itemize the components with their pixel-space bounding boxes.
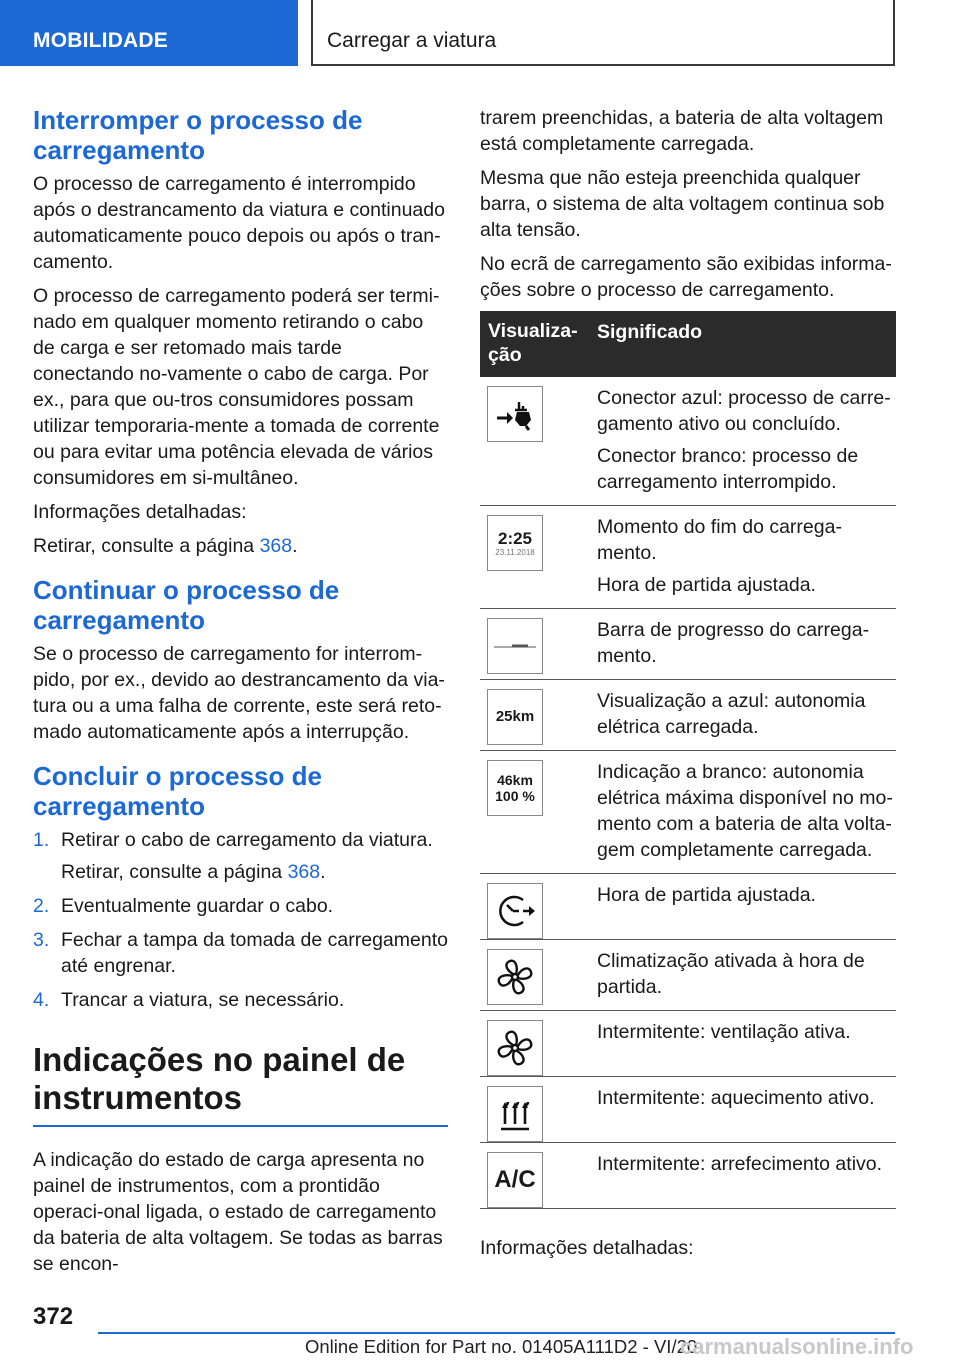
- departure-time-icon: [487, 883, 543, 939]
- step-list: [33, 827, 448, 1013]
- paragraph: O processo de carregamento poderá ser termi-nado em qualquer momento retirando o cabo de carga e ser retomado mais tarde conectando no-vamente o cabo de carga. Por ex., para que ou-tros consumidores possam utilizar temporaria-mente a tomada de corrente ou para evitar uma potência elevada de vários consumidores em si-multâneo.: [33, 285, 440, 489]
- step-text: Eventualmente guardar o cabo.: [61, 895, 334, 917]
- header-meaning: Significado: [597, 321, 703, 343]
- step-text: Fechar a tampa da tomada de carregamento até engrenar.: [61, 929, 448, 977]
- meaning-text: Hora de partida ajustada.: [597, 574, 816, 596]
- page-reference: Retirar, consulte a página 368.: [33, 535, 298, 557]
- step-number: 2.: [33, 895, 50, 917]
- watermark: carmanualsonline.info: [680, 1334, 914, 1359]
- clock-time-icon: 2:25 23.11.2018: [487, 515, 543, 571]
- list-item: [33, 927, 448, 979]
- paragraph: Informações detalhadas:: [33, 501, 247, 523]
- paragraph: A indicação do estado de carga apresenta no painel de instrumentos, com a prontidão operaci-onal ligada, o estado de carregamento da bateria de alta voltagem. Se todas as barras se encon-: [33, 1149, 443, 1275]
- meaning-text: Climatização ativada à hora de partida.: [597, 950, 865, 998]
- charging-connector-icon: [487, 386, 543, 442]
- list-item: [33, 893, 448, 919]
- right-column: [480, 105, 896, 1269]
- fan-icon: [487, 1020, 543, 1076]
- progress-bar-icon: [487, 618, 543, 674]
- max-range-icon: 46km 100 %: [487, 760, 543, 816]
- table-row: [480, 506, 896, 609]
- table-row: [480, 1143, 896, 1209]
- section-title-finish: Concluir o processo de carregamento: [33, 761, 322, 821]
- list-item: [33, 827, 448, 885]
- topic-header: [311, 0, 895, 66]
- meaning-text: Barra de progresso do carrega-mento.: [597, 619, 870, 667]
- meaning-text: Conector azul: processo de carre-gamento ativo ou concluído.: [597, 387, 891, 435]
- paragraph: No ecrã de carregamento são exibidas informa-ções sobre o processo de carregamento.: [480, 253, 892, 301]
- table-row: [480, 377, 896, 506]
- ac-icon: A/C: [487, 1152, 543, 1208]
- table-row: [480, 751, 896, 874]
- heating-icon: [487, 1086, 543, 1142]
- meaning-text: Intermitente: ventilação ativa.: [597, 1021, 851, 1043]
- section-title-interrupt: Interromper o processo de carregamento: [33, 105, 363, 165]
- table-row: [480, 940, 896, 1011]
- meaning-text: Conector branco: processo de carregamento interrompido.: [597, 445, 859, 493]
- page-link[interactable]: 368: [259, 535, 293, 557]
- range-icon: 25km: [487, 689, 543, 745]
- table-row: [480, 874, 896, 940]
- page-link[interactable]: 368: [287, 861, 321, 883]
- step-text: Trancar a viatura, se necessário.: [61, 989, 345, 1011]
- page-reference: Retirar, consulte a página 368.: [61, 861, 326, 883]
- step-number: 3.: [33, 929, 50, 951]
- list-item: [33, 987, 448, 1013]
- edition-note: Online Edition for Part no. 01405A111D2 - VI/20: [305, 1336, 698, 1357]
- meaning-text: Visualização a azul: autonomia elétrica carregada.: [597, 690, 866, 738]
- table-row: [480, 1011, 896, 1077]
- page-number: 372: [33, 1303, 74, 1330]
- chapter-title-indications: Indicações no painel de instrumentos: [33, 1041, 448, 1127]
- meaning-text: Momento do fim do carrega-mento.: [597, 516, 842, 564]
- indicator-table: [480, 311, 896, 1209]
- fan-icon: [487, 949, 543, 1005]
- paragraph: Se o processo de carregamento for interrom-pido, por ex., devido ao destrancamento da via-tura ou a uma falha de corrente, este será reto-mado automaticamente após a interrupção.: [33, 643, 445, 743]
- paragraph: Mesma que não esteja preenchida qualquer barra, o sistema de alta voltagem continua sob alta tensão.: [480, 167, 885, 241]
- meaning-text: Hora de partida ajustada.: [597, 884, 816, 906]
- paragraph: trarem preenchidas, a bateria de alta voltagem está completamente carregada.: [480, 107, 884, 155]
- chapter-label: MOBILIDADE: [33, 29, 168, 52]
- meaning-text: Intermitente: arrefecimento ativo.: [597, 1153, 883, 1175]
- meaning-text: Intermitente: aquecimento ativo.: [597, 1087, 875, 1109]
- section-title-continue: Continuar o processo de carregamento: [33, 575, 340, 635]
- table-row: [480, 1077, 896, 1143]
- step-text: Retirar o cabo de carregamento da viatura.: [61, 829, 433, 851]
- table-row: [480, 609, 896, 680]
- paragraph: Informações detalhadas:: [480, 1237, 694, 1259]
- step-number: 1.: [33, 829, 50, 851]
- meaning-text: Indicação a branco: autonomia elétrica máxima disponível no mo-mento com a bateria de alta volta-gem completamente carregada.: [597, 761, 893, 861]
- topic-label: Carregar a viatura: [327, 29, 497, 52]
- table-row: [480, 680, 896, 751]
- chapter-tab: [0, 0, 298, 66]
- left-column: [33, 105, 448, 1285]
- header-display: Visualiza-ção: [488, 320, 578, 366]
- paragraph: O processo de carregamento é interrompido após o destrancamento da viatura e continuado automaticamente pouco depois ou após o tran-camento.: [33, 173, 445, 273]
- table-header: [480, 311, 896, 377]
- step-number: 4.: [33, 989, 50, 1011]
